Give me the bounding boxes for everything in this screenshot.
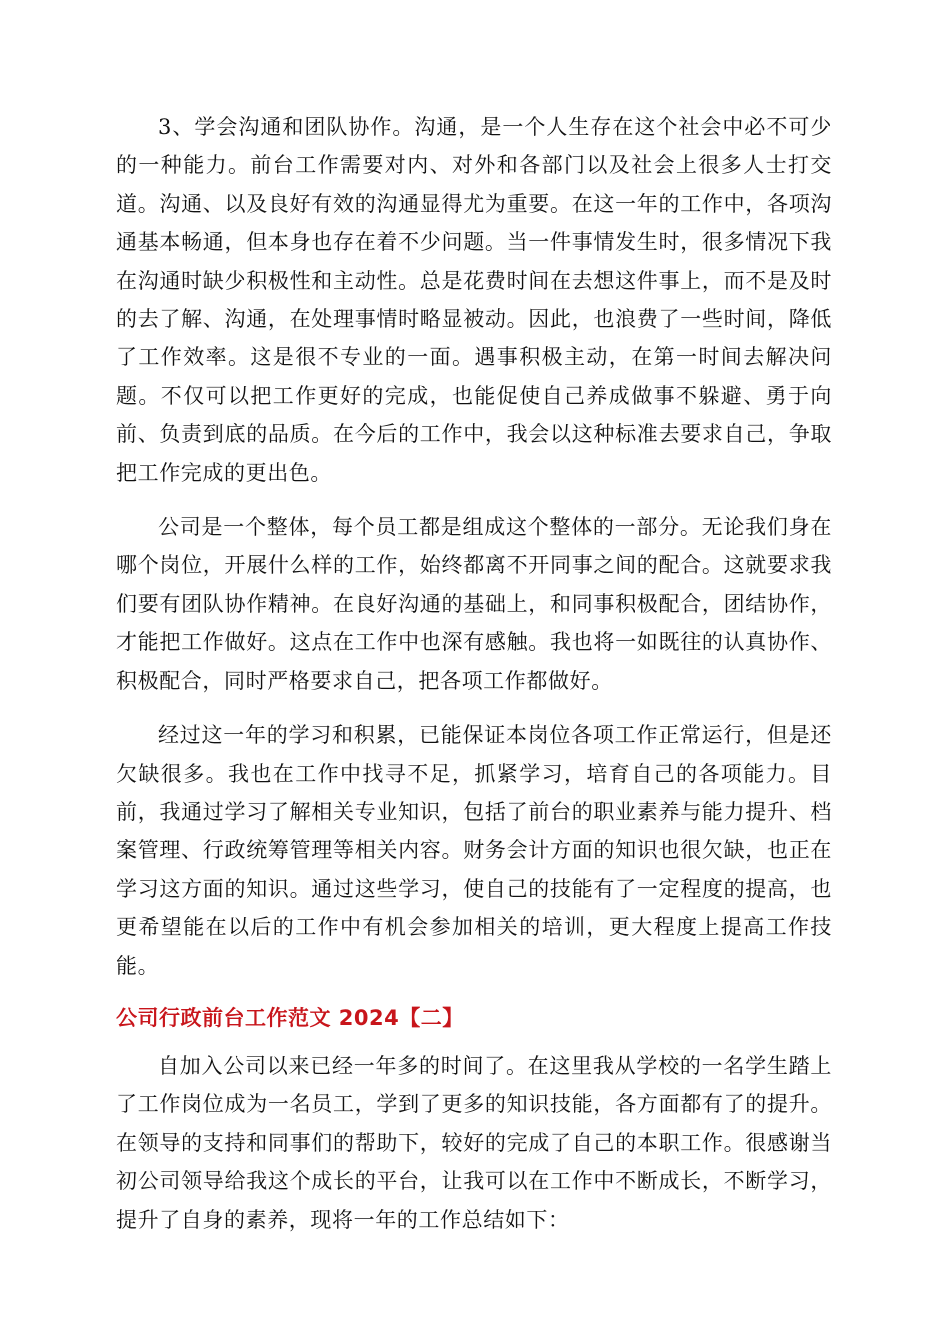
- document-body: [116, 108, 832, 1239]
- paragraph-communication: 3、学会沟通和团队协作。沟通，是一个人生存在这个社会中必不可少的一种能力。前台工作需要对内、对外和各部门以及社会上很多人士打交道。沟通、以及良好有效的沟通显得尤为重要。在这一年的工作中，各项沟通基本畅通，但本身也存在着不少问题。当一件事情发生时，很多情况下我在沟通时缺少积极性和主动性。总是花费时间在去想这件事上，而不是及时的去了解、沟通，在处理事情时略显被动。因此，也浪费了一些时间，降低了工作效率。这是很不专业的一面。遇事积极主动，在第一时间去解决问题。不仅可以把工作更好的完成，也能促使自己养成做事不躲避、勇于向前、负责到底的品质。在今后的工作中，我会以这种标准去要求自己，争取把工作完成的更出色。: [116, 115, 832, 485]
- paragraph-teamwork: 公司是一个整体，每个员工都是组成这个整体的一部分。无论我们身在哪个岗位，开展什么样的工作，始终都离不开同事之间的配合。这就要求我们要有团队协作精神。在良好沟通的基础上，和同事积极配合，团结协作，才能把工作做好。这点在工作中也深有感触。我也将一如既往的认真协作、积极配合，同时严格要求自己，把各项工作都做好。: [116, 515, 832, 693]
- paragraph-introduction: 自加入公司以来已经一年多的时间了。在这里我从学校的一名学生踏上了工作岗位成为一名员工，学到了更多的知识技能，各方面都有了的提升。在领导的支持和同事们的帮助下，较好的完成了自己的本职工作。很感谢当初公司领导给我这个成长的平台，让我可以在工作中不断成长，不断学习，提升了自身的素养，现将一年的工作总结如下：: [116, 1053, 832, 1232]
- paragraph-learning: 经过这一年的学习和积累，已能保证本岗位各项工作正常运行，但是还欠缺很多。我也在工作中找寻不足，抓紧学习，培育自己的各项能力。目前，我通过学习了解相关专业知识，包括了前台的职业素养与能力提升、档案管理、行政统筹管理等相关内容。财务会计方面的知识也很欠缺，也正在学习这方面的知识。通过这些学习，使自己的技能有了一定程度的提高，也更希望能在以后的工作中有机会参加相关的培训，更大程度上提高工作技能。: [116, 723, 832, 978]
- section-heading: 公司行政前台工作范文 2024【二】: [116, 1005, 464, 1030]
